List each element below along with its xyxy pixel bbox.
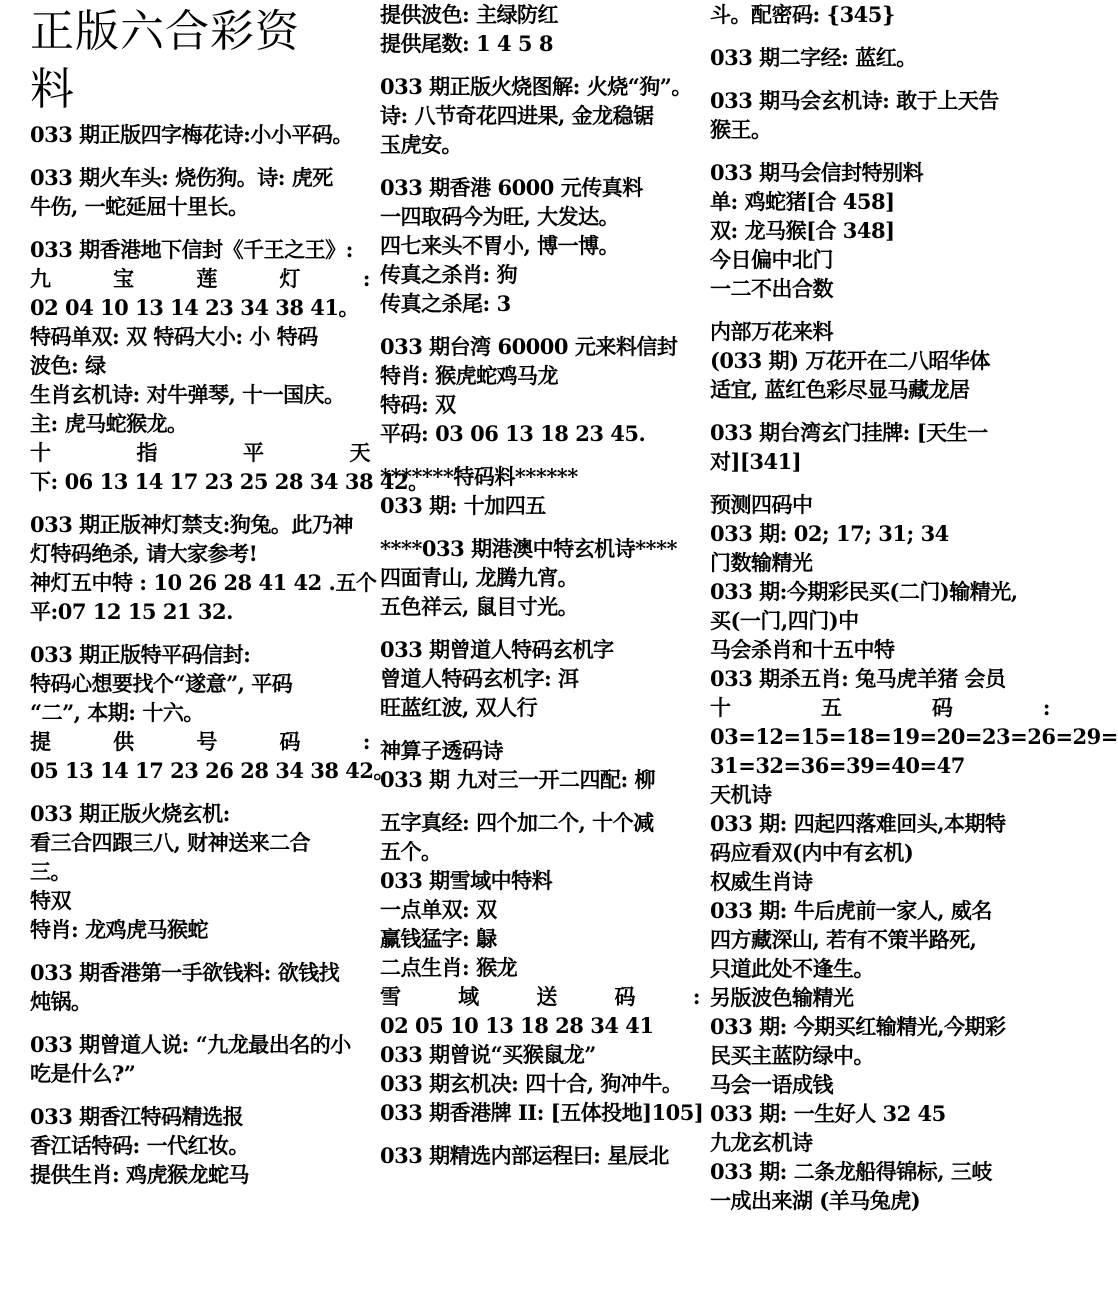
text-line: 神算子透码诗 [380, 738, 503, 763]
text-line: 提供尾数: 1 4 5 8 [380, 31, 553, 56]
text-line: 雪 域 送 码 : [380, 984, 700, 1009]
text-line: 一成出来湖 (羊马兔虎) [710, 1188, 921, 1213]
text-line: 适宜, 蓝红色彩尽显马藏龙居 [710, 377, 970, 402]
article-block [710, 0, 1050, 29]
text-line: 斗。配密码: {345} [710, 2, 895, 27]
text-line: 传真之杀尾: 3 [380, 291, 511, 316]
text-line: 十 五 码 : [710, 695, 1050, 720]
article-block [710, 490, 1118, 1215]
article-block [380, 173, 700, 318]
text-line: 二点生肖: 猴龙 [380, 955, 518, 980]
text-line: 主: 虎马蛇猴龙。 [30, 411, 188, 436]
article-block [30, 640, 395, 785]
text-line: 033 期: 02; 17; 31; 34 [710, 521, 949, 546]
text-line: 吃是什么?” [30, 1061, 136, 1086]
article-block [30, 1030, 370, 1088]
text-line: 天机诗 [710, 782, 772, 807]
text-line: *******特码料****** [380, 464, 578, 489]
text-line: 特码: 双 [380, 392, 456, 417]
text-line: 下: 06 13 14 17 23 25 28 34 38 42。 [30, 469, 429, 494]
text-line: 033 期香港地下信封《千王之王》: [30, 237, 353, 262]
text-line: 033 期: 十加四五 [380, 493, 546, 518]
text-line: 传真之杀肖: 狗 [380, 262, 518, 287]
article-block [30, 510, 377, 626]
text-line: 三。 [30, 859, 71, 884]
text-line: 猴王。 [710, 117, 772, 142]
text-line: 四方藏深山, 若有不策半路死, [710, 927, 977, 952]
text-line: 双: 龙马猴[合 348] [710, 218, 895, 243]
text-line: 033 期曾道人说: “九龙最出名的小 [30, 1032, 351, 1057]
text-line: 香江话特码: 一代红妆。 [30, 1133, 250, 1158]
text-line: 只道此处不逢生。 [710, 956, 874, 981]
article-block [380, 1141, 700, 1170]
text-line: 033 期火车头: 烧伤狗。诗: 虎死 [30, 165, 333, 190]
text-line: 买(一门,四门)中 [710, 608, 859, 633]
text-line: 033 期: 四起四落难回头,本期特 [710, 811, 1006, 836]
article-block [710, 418, 1050, 476]
article-block [380, 808, 704, 1127]
text-line: 炖锅。 [30, 989, 92, 1014]
text-line: 民买主蓝防绿中。 [710, 1043, 874, 1068]
text-line: 神灯五中特 : 10 26 28 41 42 .五个 [30, 570, 377, 595]
text-line: 单: 鸡蛇猪[合 458] [710, 189, 895, 214]
text-line: 033 期:今期彩民买(二门)输精光, [710, 579, 1018, 604]
text-line: 门数输精光 [710, 550, 813, 575]
text-line: 赢钱猛字: 鵦 [380, 926, 497, 951]
text-line: 033 期正版火烧图解: 火烧“狗”。 [380, 74, 692, 99]
text-line: 平:07 12 15 21 32. [30, 599, 233, 624]
text-line: 九龙玄机诗 [710, 1130, 813, 1155]
article-block [710, 158, 1050, 303]
text-line: 033 期马会玄机诗: 敢于上天告 [710, 88, 999, 113]
text-line: 四面青山, 龙腾九宵。 [380, 565, 579, 590]
text-line: 内部万花来料 [710, 319, 833, 344]
article-block [380, 72, 700, 159]
text-line: 033 期曾道人特码玄机字 [380, 637, 614, 662]
page-title: 正版六合彩资 [30, 6, 300, 57]
text-line: 一四取码今为旺, 大发达。 [380, 204, 620, 229]
text-line: (033 期) 万花开在二八昭华体 [710, 348, 990, 373]
text-line: 看三合四跟三八, 财神送来二合 [30, 830, 311, 855]
text-line: “二”, 本期: 十六。 [30, 700, 204, 725]
text-line: 旺蓝红波, 双人行 [380, 695, 538, 720]
text-line: 033 期雪域中特料 [380, 868, 553, 893]
text-line: 033 期香江特码精选报 [30, 1104, 244, 1129]
text-line: 今日偏中北门 [710, 247, 833, 272]
text-line: 033 期 九对三一开二四配: 柳 [380, 767, 656, 792]
text-line: 九 宝 莲 灯 : [30, 266, 370, 291]
text-line: 033 期马会信封特别料 [710, 160, 924, 185]
text-line: 特码单双: 双 特码大小: 小 特码 [30, 324, 318, 349]
article-block [30, 799, 370, 944]
text-line: 五字真经: 四个加二个, 十个减 [380, 810, 654, 835]
text-line: 提供生肖: 鸡虎猴龙蛇马 [30, 1162, 250, 1187]
text-line: 02 05 10 13 18 28 34 41 [380, 1013, 654, 1038]
text-line: 033 期香港牌 II: [五体投地]105] [380, 1100, 704, 1125]
article-block [710, 317, 1050, 404]
page-title: 料 [30, 64, 75, 115]
text-line: 特肖: 猴虎蛇鸡马龙 [380, 363, 559, 388]
text-line: 05 13 14 17 23 26 28 34 38 42。 [30, 758, 395, 783]
text-line: 02 04 10 13 14 23 34 38 41。 [30, 295, 360, 320]
text-line: 033 期: 牛后虎前一家人, 威名 [710, 898, 992, 923]
text-line: 生肖玄机诗: 对牛弹琴, 十一国庆。 [30, 382, 345, 407]
text-line: 马会杀肖和十五中特 [710, 637, 895, 662]
text-line: 提 供 号 码 : [30, 729, 370, 754]
text-line: 五色祥云, 鼠目寸光。 [380, 594, 579, 619]
article-block [30, 1102, 370, 1189]
text-line: ****033 期港澳中特玄机诗**** [380, 536, 678, 561]
text-line: 特双 [30, 888, 71, 913]
article-block [30, 163, 370, 221]
text-line: 灯特码绝杀, 请大家参考! [30, 541, 258, 566]
text-line: 诗: 八节奇花四进果, 金龙稳锯 [380, 103, 654, 128]
text-line: 码应看双(内中有玄机) [710, 840, 914, 865]
text-line: 033 期香港第一手欲钱料: 欲钱找 [30, 960, 340, 985]
text-line: 马会一语成钱 [710, 1072, 833, 1097]
text-line: 033 期正版神灯禁支:狗兔。此乃神 [30, 512, 353, 537]
text-line: 四七来头不胃小, 博一博。 [380, 233, 620, 258]
text-line: 一点单双: 双 [380, 897, 497, 922]
text-line: 特肖: 龙鸡虎马猴蛇 [30, 917, 209, 942]
text-line: 五个。 [380, 839, 442, 864]
text-line: 提供波色: 主绿防红 [380, 2, 559, 27]
text-line: 033 期: 二条龙船得锦标, 三岐 [710, 1159, 992, 1184]
text-line: 03=12=15=18=19=20=23=26=29= [710, 724, 1118, 749]
article-block [380, 736, 700, 794]
text-line: 权威生肖诗 [710, 869, 813, 894]
article-block [710, 86, 1050, 144]
article-block [380, 534, 700, 621]
text-line: 波色: 绿 [30, 353, 106, 378]
text-line: 曾道人特码玄机字: 洱 [380, 666, 579, 691]
article-block [30, 958, 370, 1016]
text-line: 预测四码中 [710, 492, 813, 517]
text-line: 033 期正版特平码信封: [30, 642, 251, 667]
text-line: 033 期台湾 60000 元来料信封 [380, 334, 678, 359]
text-line: 033 期香港 6000 元传真料 [380, 175, 643, 200]
article-block [380, 462, 700, 520]
text-line: 033 期台湾玄门挂牌: [天生一 [710, 420, 988, 445]
text-line: 平码: 03 06 13 18 23 45. [380, 421, 646, 446]
text-line: 特码心想要找个“遂意”, 平码 [30, 671, 293, 696]
text-line: 033 期曾说“买猴鼠龙” [380, 1042, 596, 1067]
article-block [380, 635, 700, 722]
text-line: 一二不出合数 [710, 276, 833, 301]
column-right [710, 0, 1118, 1229]
text-line: 31=32=36=39=40=47 [710, 753, 965, 778]
article-block [380, 332, 700, 448]
text-line: 033 期二字经: 蓝红。 [710, 45, 917, 70]
text-line: 牛伤, 一蛇延屈十里长。 [30, 194, 249, 219]
text-line: 033 期玄机决: 四十合, 狗冲牛。 [380, 1071, 683, 1096]
text-line: 033 期正版火烧玄机: [30, 801, 230, 826]
text-line: 另版波色输精光 [710, 985, 854, 1010]
text-line: 033 期正版四字梅花诗:小小平码。 [30, 122, 353, 147]
text-line: 033 期精选内部运程曰: 星辰北 [380, 1143, 669, 1168]
article-block [380, 0, 700, 58]
text-line: 033 期: 一生好人 32 45 [710, 1101, 946, 1126]
text-line: 033 期: 今期买红输精光,今期彩 [710, 1014, 1006, 1039]
text-line: 玉虎安。 [380, 132, 462, 157]
text-line: 对][341] [710, 449, 802, 474]
text-line: 十 指 平 天 [30, 440, 370, 465]
article-block [30, 120, 370, 149]
column-middle [380, 0, 704, 1184]
article-block [710, 43, 1050, 72]
text-line: 033 期杀五肖: 兔马虎羊猪 会员 [710, 666, 1006, 691]
